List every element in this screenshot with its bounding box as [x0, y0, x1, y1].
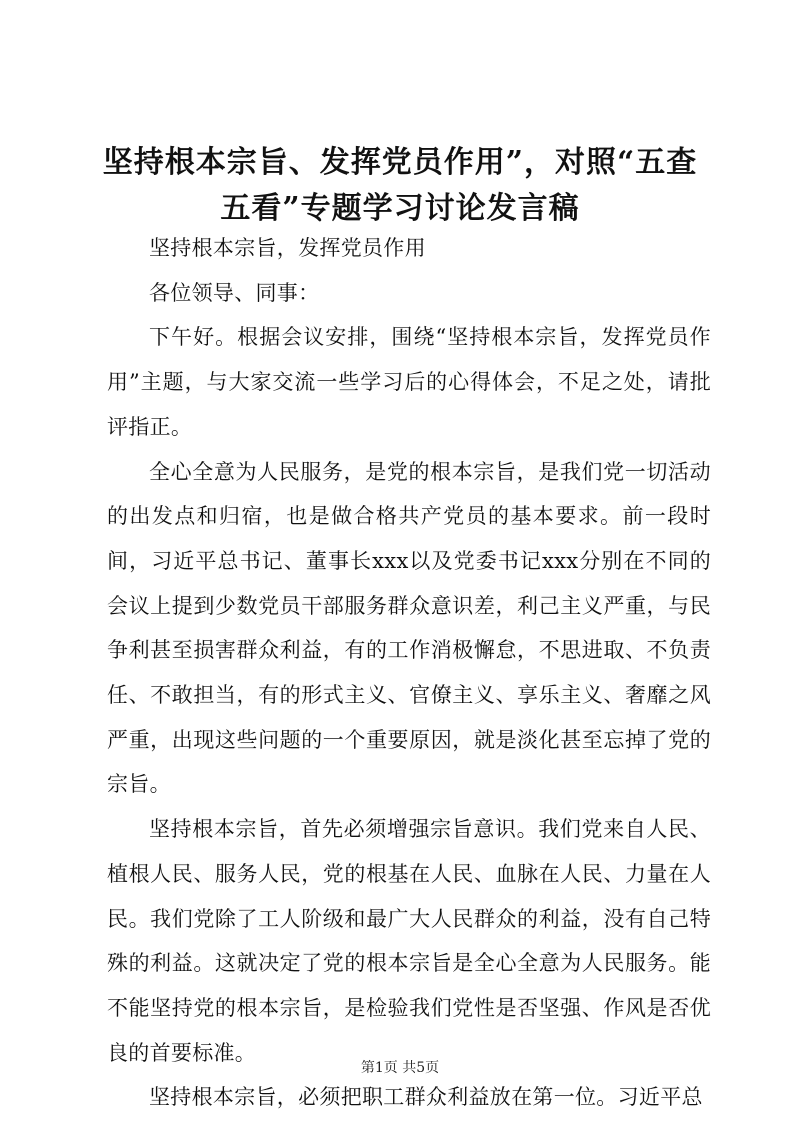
body-paragraph: 全心全意为人民服务，是党的根本宗旨，是我们党一切活动的出发点和归宿，也是做合格共产党员的基本要求。前一段时间，习近平总书记、董事长xxx以及党委书记xxx分别在不同的会议上提到少数党员干部服务群众意识差，利己主义严重，与民争利甚至损害群众利益，有的工作消极懈怠，不思进取、不负责任、不敢担当，有的形式主义、官僚主义、享乐主义、奢靡之风严重，出现这些问题的一个重要原因，就是淡化甚至忘掉了党的宗旨。	[107, 459, 711, 797]
page-footer	[0, 1058, 800, 1078]
body-paragraph: 坚持根本宗旨，必须把职工群众利益放在第一位。习近平总	[149, 1085, 703, 1110]
document-title: 坚持根本宗旨、发挥党员作用”，对照“五查五看”专题学习讨论发言稿	[102, 145, 698, 226]
document-body	[107, 226, 711, 1120]
body-paragraph: 下午好。根据会议安排，围绕“坚持根本宗旨，发挥党员作用”主题，与大家交流一些学习后的心得体会，不足之处，请批评指正。	[107, 325, 711, 439]
salutation-paragraph: 各位领导、同事：	[149, 280, 320, 305]
body-paragraph: 坚持根本宗旨，首先必须增强宗旨意识。我们党来自人民、植根人民、服务人民，党的根基在人民、血脉在人民、力量在人民。我们党除了工人阶级和最广大人民群众的利益，没有自己特殊的利益。这就决定了党的根本宗旨是全心全意为人民服务。能不能坚持党的根本宗旨，是检验我们党性是否坚强、作风是否优良的首要标准。	[107, 817, 711, 1065]
page-number: 第1页 共5页	[360, 1060, 440, 1076]
subtitle-paragraph: 坚持根本宗旨，发挥党员作用	[149, 236, 426, 260]
